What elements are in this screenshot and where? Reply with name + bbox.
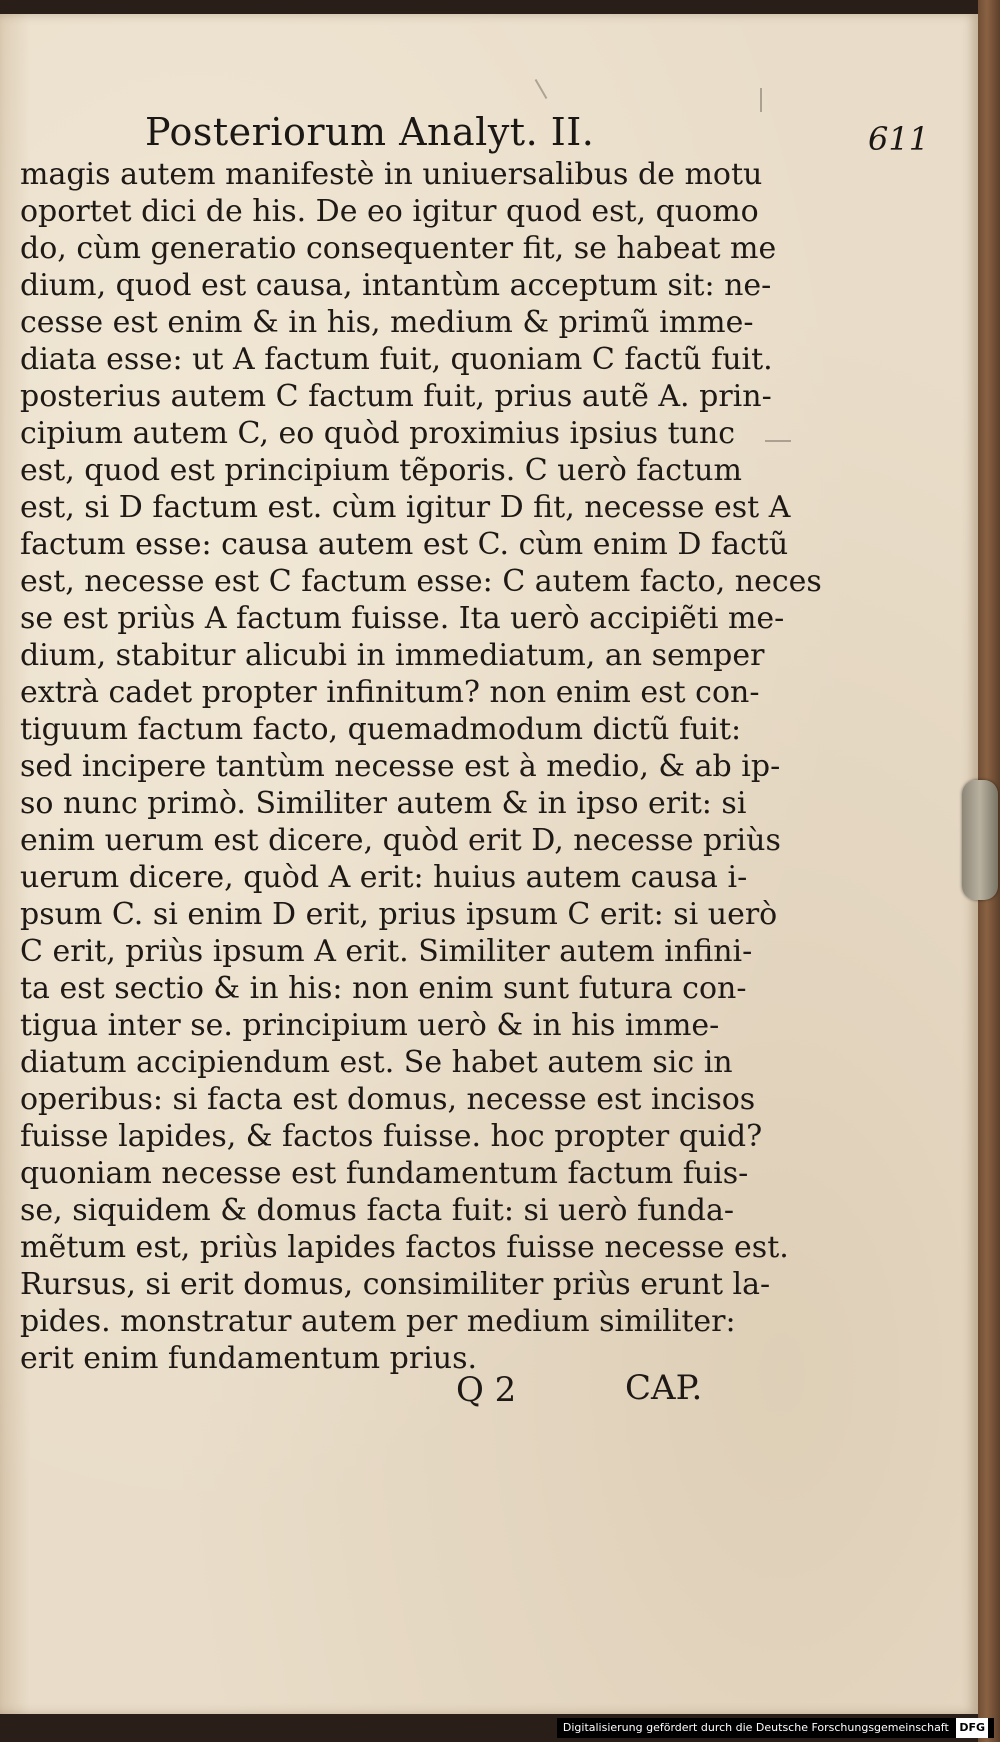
- text-line: quoniam necesse est fundamentum factum fuis-: [20, 1156, 749, 1191]
- text-line: magis autem manifestè in uniuersalibus de motu: [20, 157, 763, 192]
- text-line: oportet dici de his. De eo igitur quod est, quomo: [20, 194, 759, 229]
- digitization-credit: [557, 1718, 994, 1738]
- text-line: est, quod est principium tẽporis. C uerò factum: [20, 453, 742, 488]
- text-line: factum esse: causa autem est C. cùm enim D factũ: [20, 527, 789, 562]
- text-line: Rursus, si erit domus, consimiliter priùs erunt la-: [20, 1267, 771, 1302]
- text-line: posterius autem C factum fuit, prius autẽ A. prin-: [20, 379, 772, 414]
- credit-text: Digitalisierung gefördert durch die Deutsche Forschungsgemeinschaft: [562, 1721, 949, 1734]
- text-line: cipium autem C, eo quòd proximius ipsius tunc: [20, 416, 736, 451]
- text-line: operibus: si facta est domus, necesse est incisos: [20, 1082, 756, 1117]
- text-line: dium, stabitur alicubi in immediatum, an semper: [20, 638, 765, 673]
- text-line: do, cùm generatio consequenter fit, se habeat me: [20, 231, 777, 266]
- text-line: psum C. si enim D erit, prius ipsum C erit: si uerò: [20, 897, 778, 932]
- page-tab-marker: [962, 780, 998, 900]
- text-line: ta est sectio & in his: non enim sunt futura con-: [20, 971, 747, 1006]
- running-title: Posteriorum Analyt. II.: [145, 110, 595, 154]
- text-line: sed incipere tantùm necesse est à medio, & ab ip-: [20, 749, 781, 784]
- text-line: diata esse: ut A factum fuit, quoniam C factũ fuit.: [20, 342, 773, 377]
- text-line: erit enim fundamentum prius.: [20, 1341, 478, 1376]
- text-line: se, siquidem & domus facta fuit: si uerò funda-: [20, 1193, 734, 1228]
- text-line: extrà cadet propter infinitum? non enim est con-: [20, 675, 760, 710]
- text-line: mẽtum est, priùs lapides factos fuisse necesse est.: [20, 1230, 789, 1265]
- text-line: C erit, priùs ipsum A erit. Similiter autem infini-: [20, 934, 753, 969]
- dfg-logo: DFG: [956, 1718, 988, 1738]
- text-line: fuisse lapides, & factos fuisse. hoc propter quid?: [20, 1119, 763, 1154]
- text-line: tiguum factum facto, quemadmodum dictũ fuit:: [20, 712, 742, 747]
- page-number: 611: [868, 120, 930, 158]
- text-line: enim uerum est dicere, quòd erit D, necesse priùs: [20, 823, 781, 858]
- text-line: cesse est enim & in his, medium & primũ imme-: [20, 305, 754, 340]
- catchword: CAP.: [625, 1368, 703, 1408]
- stray-mark: [765, 440, 791, 442]
- text-line: so nunc primò. Similiter autem & in ipso erit: si: [20, 786, 747, 821]
- stray-mark: [760, 88, 762, 112]
- text-line: tigua inter se. principium uerò & in his imme-: [20, 1008, 720, 1043]
- text-line: uerum dicere, quòd A erit: huius autem causa i-: [20, 860, 748, 895]
- text-line: pides. monstratur autem per medium similiter:: [20, 1304, 736, 1339]
- text-line: diatum accipiendum est. Se habet autem sic in: [20, 1045, 733, 1080]
- text-line: se est priùs A factum fuisse. Ita uerò accipiẽti me-: [20, 601, 785, 636]
- text-line: est, necesse est C factum esse: C autem facto, neces: [20, 564, 822, 599]
- text-line: est, si D factum est. cùm igitur D fit, necesse est A: [20, 490, 791, 525]
- body-text: [20, 156, 822, 1377]
- signature-mark: Q 2: [456, 1370, 517, 1410]
- text-line: dium, quod est causa, intantùm acceptum sit: ne-: [20, 268, 772, 303]
